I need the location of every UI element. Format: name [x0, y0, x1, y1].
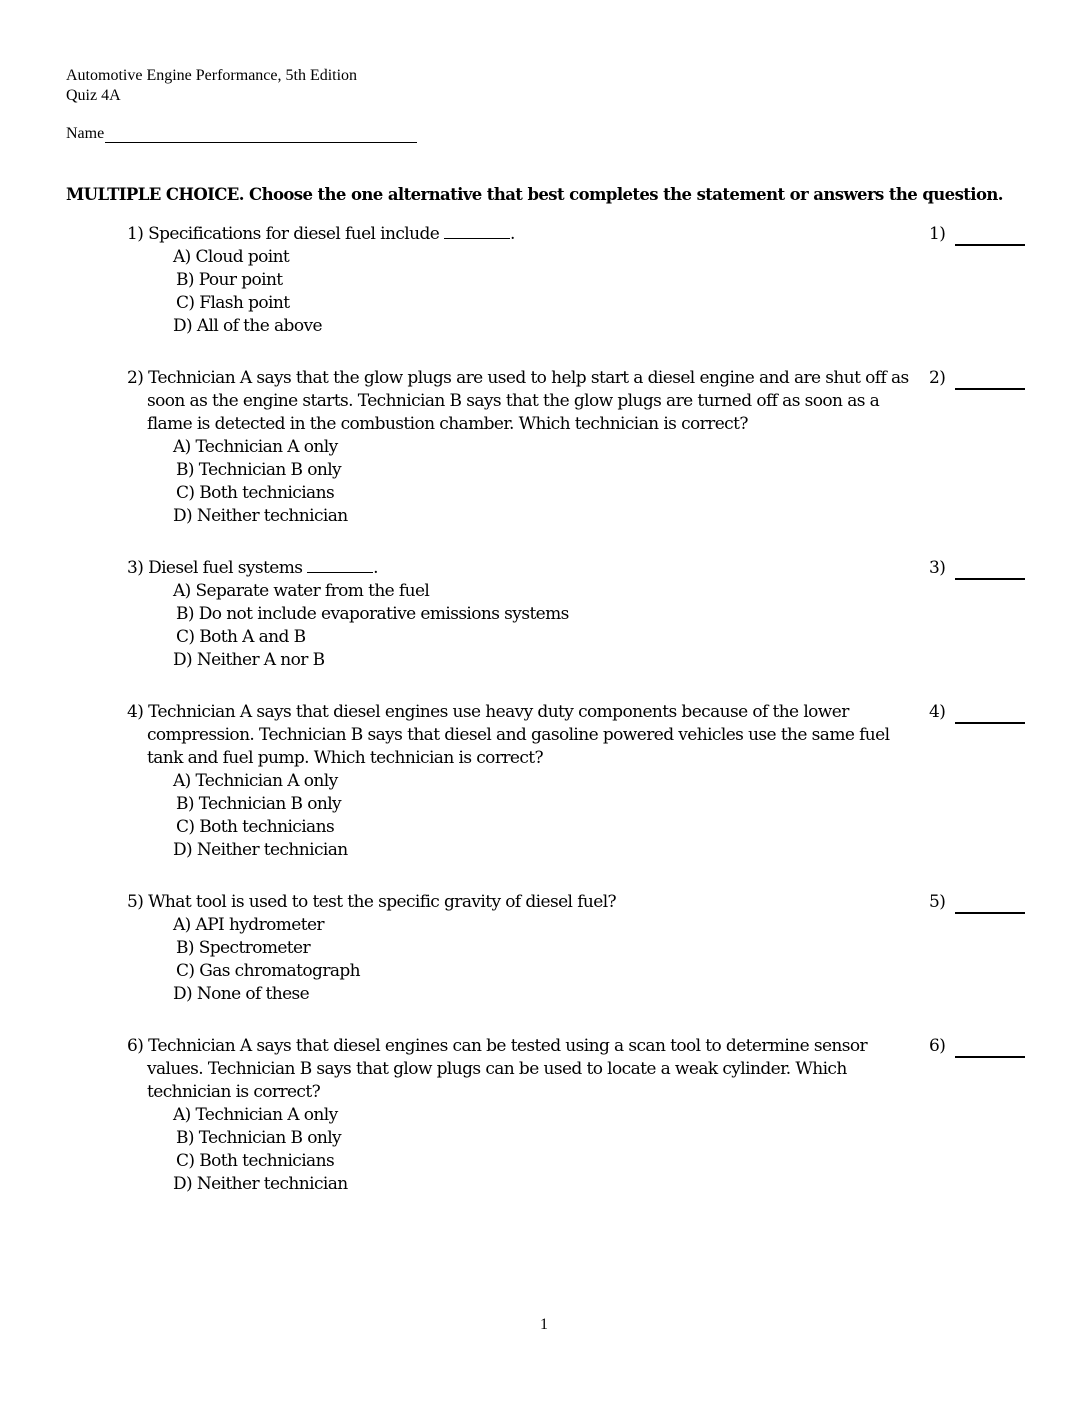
choice-a[interactable]: A) Cloud point: [173, 247, 290, 267]
choice-c[interactable]: C) Both technicians: [176, 1151, 335, 1171]
name-field[interactable]: [105, 126, 417, 143]
document-title: Automotive Engine Performance, 5th Edition: [66, 67, 358, 84]
choice-c[interactable]: C) Both technicians: [176, 817, 335, 837]
choice-a[interactable]: A) Technician A only: [173, 771, 338, 791]
answer-slot: [929, 367, 1025, 390]
name-field-row: [66, 125, 417, 143]
choice-b[interactable]: B) Technician B only: [176, 460, 342, 480]
choice-d[interactable]: D) Neither A nor B: [173, 650, 325, 670]
question-5: [127, 891, 1067, 1006]
name-label: Name: [66, 125, 105, 142]
choice-a[interactable]: A) API hydrometer: [173, 915, 324, 935]
choice-a[interactable]: A) Technician A only: [173, 1105, 338, 1125]
choice-b[interactable]: B) Pour point: [176, 270, 283, 290]
question-stem: 4) Technician A says that diesel engines use heavy duty components because of the lower compression. Technician B says that diesel and gasoline powered vehicles use the same fuel tank and fuel pump. Which technician is correct?: [127, 702, 890, 768]
choice-b[interactable]: B) Do not include evaporative emissions systems: [176, 604, 569, 624]
question-stem: 5) What tool is used to test the specific gravity of diesel fuel?: [127, 892, 617, 912]
answer-slot: [929, 891, 1025, 914]
choice-a[interactable]: A) Separate water from the fuel: [173, 581, 430, 601]
document-header: [66, 66, 357, 106]
question-stem: 1) Specifications for diesel fuel include .: [127, 224, 515, 244]
answer-slot: [929, 223, 1025, 246]
question-6: [127, 1035, 1067, 1196]
fill-in-blank: [307, 558, 373, 573]
question-2: [127, 367, 1067, 528]
choice-d[interactable]: D) All of the above: [173, 316, 322, 336]
answer-field[interactable]: [955, 230, 1025, 246]
answer-number: 1): [929, 224, 946, 244]
question-stem: 3) Diesel fuel systems .: [127, 558, 378, 578]
choice-d[interactable]: D) Neither technician: [173, 1174, 348, 1194]
answer-field[interactable]: [955, 564, 1025, 580]
instructions: MULTIPLE CHOICE. Choose the one alternative that best completes the statement or answers the question.: [66, 185, 1003, 204]
choice-c[interactable]: C) Gas chromatograph: [176, 961, 361, 981]
page-number: 1: [540, 1316, 548, 1333]
question-1: [127, 223, 1067, 338]
question-3: [127, 557, 1067, 672]
choice-d[interactable]: D) Neither technician: [173, 840, 348, 860]
question-4: [127, 701, 1067, 862]
choice-c[interactable]: C) Both technicians: [176, 483, 335, 503]
answer-field[interactable]: [955, 708, 1025, 724]
fill-in-blank: [444, 224, 510, 239]
answer-slot: [929, 557, 1025, 580]
answer-number: 2): [929, 368, 946, 388]
question-stem: 6) Technician A says that diesel engines can be tested using a scan tool to determine sensor values. Technician B says that glow plugs can be used to locate a weak cylinder. Which technician is correct?: [127, 1036, 868, 1102]
choice-d[interactable]: D) Neither technician: [173, 506, 348, 526]
answer-slot: [929, 1035, 1025, 1058]
answer-number: 5): [929, 892, 946, 912]
quiz-label: Quiz 4A: [66, 87, 121, 104]
choice-b[interactable]: B) Technician B only: [176, 794, 342, 814]
answer-number: 6): [929, 1036, 946, 1056]
answer-number: 4): [929, 702, 946, 722]
choice-c[interactable]: C) Flash point: [176, 293, 290, 313]
answer-slot: [929, 701, 1025, 724]
choice-c[interactable]: C) Both A and B: [176, 627, 306, 647]
choice-d[interactable]: D) None of these: [173, 984, 310, 1004]
choice-a[interactable]: A) Technician A only: [173, 437, 338, 457]
answer-number: 3): [929, 558, 946, 578]
answer-field[interactable]: [955, 374, 1025, 390]
choice-b[interactable]: B) Technician B only: [176, 1128, 342, 1148]
answer-field[interactable]: [955, 898, 1025, 914]
choice-b[interactable]: B) Spectrometer: [176, 938, 311, 958]
question-stem: 2) Technician A says that the glow plugs are used to help start a diesel engine and are shut off as soon as the engine starts. Technician B says that the glow plugs are turned off as soon as a flame is detected in the combustion chamber. Which technician is correct?: [127, 368, 909, 434]
answer-field[interactable]: [955, 1042, 1025, 1058]
